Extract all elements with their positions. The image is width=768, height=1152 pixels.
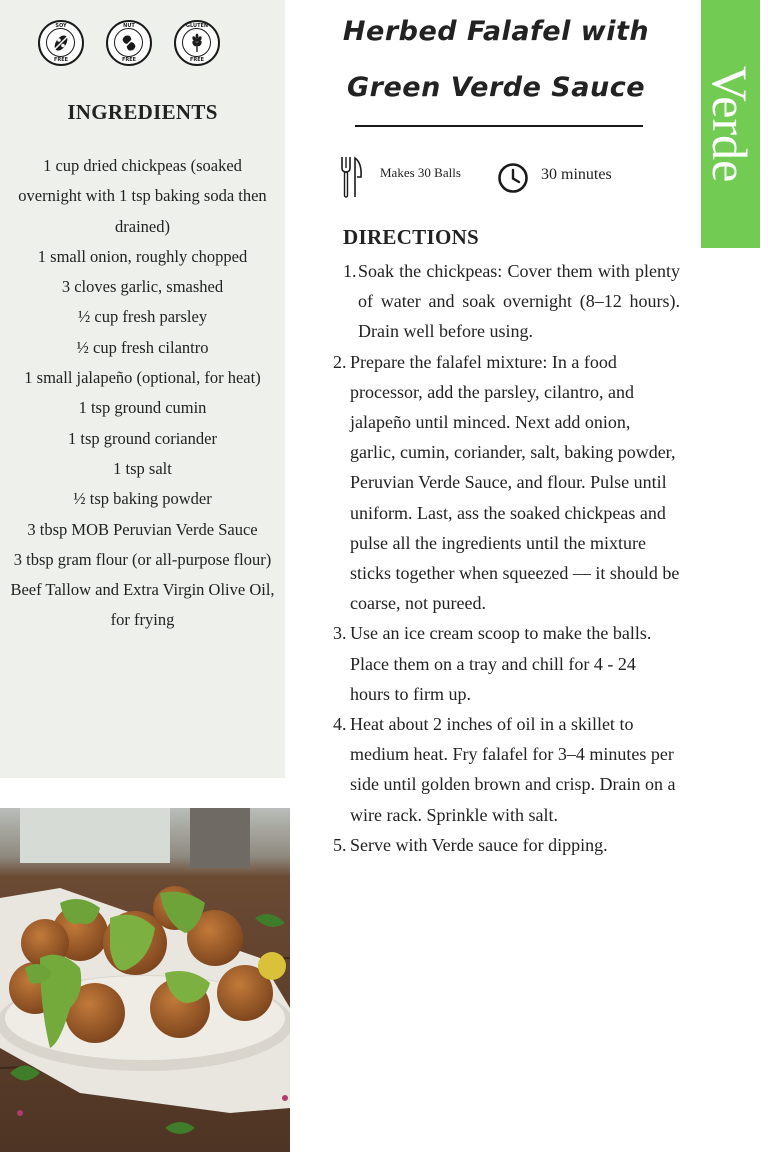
step-number: 3.: [333, 623, 347, 644]
ingredient-item: 3 tbsp MOB Peruvian Verde Sauce: [27, 519, 258, 539]
fork-knife-icon: [340, 155, 364, 204]
badge-top-label: GLUTEN: [185, 23, 209, 29]
direction-step: [333, 709, 680, 830]
falafel-photo: [0, 808, 290, 1152]
step-text: Soak the chickpeas: Cover them with plenty of water and soak overnight (8–12 hours). Drain well before using.: [358, 261, 680, 342]
verde-side-tab: [701, 0, 760, 248]
ingredient-item: ½ tsp baking powder: [73, 489, 212, 509]
title-underline: [355, 125, 643, 127]
step-number: 1.: [343, 261, 357, 281]
badge-top-label: NUT: [123, 23, 135, 29]
allergen-badges: [38, 20, 220, 66]
ingredient-item: 3 cloves garlic, smashed: [61, 277, 224, 297]
badge-bottom-label: FREE: [53, 57, 69, 63]
ingredient-item: Beef Tallow and Extra Virgin Olive Oil, for frying: [10, 580, 275, 630]
side-tab-label: Verde: [702, 65, 758, 183]
direction-step: [343, 256, 680, 347]
ingredient-item: 1 tsp ground cumin: [78, 398, 207, 418]
ingredient-item: 1 tsp salt: [113, 458, 172, 478]
step-text: Serve with Verde sauce for dipping.: [350, 834, 608, 855]
directions-heading: DIRECTIONS: [343, 225, 480, 249]
step-text: Use an ice cream scoop to make the balls. Place them on a tray and chill for 4 - 24 hours to firm up.: [350, 623, 652, 704]
soybean-icon: [46, 28, 75, 57]
ingredient-item: ½ cup fresh cilantro: [76, 337, 209, 357]
nut-free-badge: [106, 20, 152, 66]
ingredients-list: [10, 151, 275, 636]
ingredient-item: 1 tsp ground coriander: [68, 428, 217, 448]
recipe-title-line1: Herbed Falafel with: [342, 16, 650, 47]
gluten-free-badge: [174, 20, 220, 66]
ingredients-heading: INGREDIENTS: [67, 100, 218, 124]
makes-count: Makes 30 Balls: [380, 165, 461, 180]
badge-bottom-label: FREE: [189, 57, 205, 63]
directions-list: [333, 256, 680, 860]
wheat-icon: [182, 28, 211, 57]
direction-step: [333, 347, 680, 619]
recipe-title: [330, 14, 662, 106]
clock-icon: [497, 162, 529, 199]
step-number: 2.: [333, 351, 347, 372]
recipe-meta: [340, 155, 680, 199]
recipe-title-line2: Green Verde Sauce: [346, 72, 646, 103]
step-text: Heat about 2 inches of oil in a skillet to medium heat. Fry falafel for 3–4 minutes per side until golden brown and crisp. Drain on a wire rack. Sprinkle with salt.: [350, 714, 676, 825]
direction-step: [333, 618, 680, 709]
ingredient-item: 1 cup dried chickpeas (soaked overnight with 1 tsp baking soda then drained): [18, 156, 267, 236]
step-number: 5.: [333, 834, 347, 855]
ingredients-panel: [0, 0, 285, 778]
step-number: 4.: [333, 714, 347, 735]
badge-bottom-label: FREE: [121, 57, 137, 63]
soy-free-badge: [38, 20, 84, 66]
cook-time: 30 minutes: [541, 166, 612, 183]
nut-icon: [114, 28, 143, 57]
ingredient-item: 1 small onion, roughly chopped: [37, 246, 248, 266]
step-text: Prepare the falafel mixture: In a food processor, add the parsley, cilantro, and jalapeño until minced. Next add onion, garlic, cumin, coriander, salt, baking powder, Peruvian Verde Sauce, and flour. Pulse until uniform. Last, ass the soaked chickpeas and pulse all the ingredients until the mixture sticks together when squeezed — it should be coarse, not pureed.: [350, 351, 680, 614]
ingredient-item: ½ cup fresh parsley: [77, 307, 208, 327]
ingredient-item: 3 tbsp gram flour (or all-purpose flour): [13, 549, 272, 569]
ingredient-item: 1 small jalapeño (optional, for heat): [24, 368, 261, 388]
direction-step: [333, 830, 680, 860]
badge-top-label: SOY: [55, 23, 67, 29]
